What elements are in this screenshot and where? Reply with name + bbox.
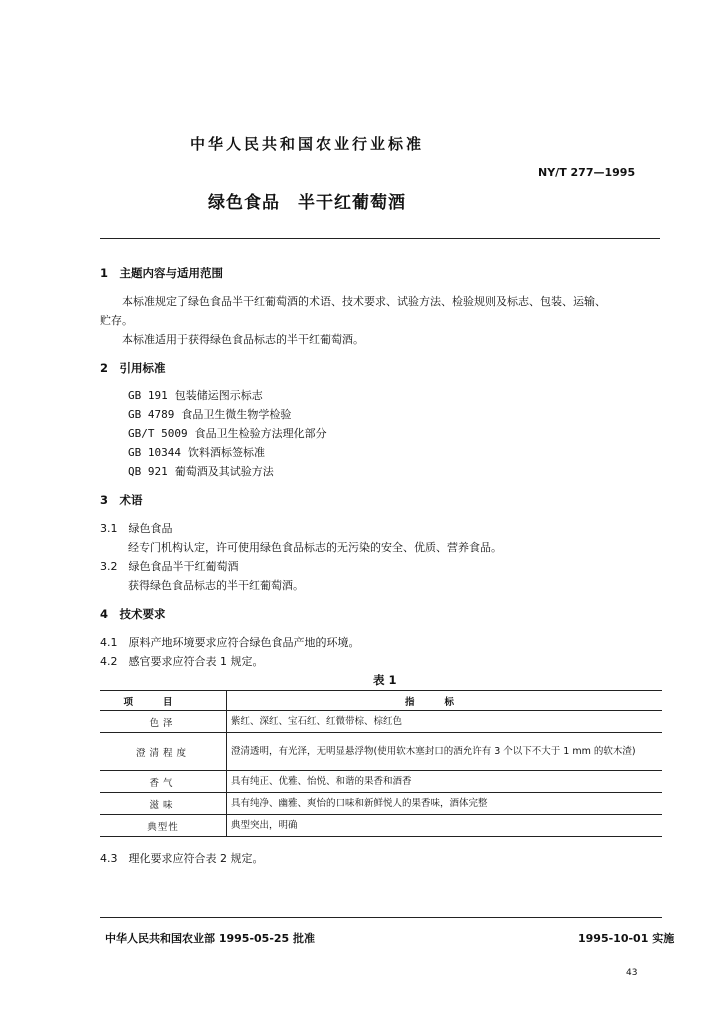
page-number: 43 xyxy=(626,968,638,978)
title-part-2: 半干红葡萄酒 xyxy=(298,193,406,213)
row-item: 香气 xyxy=(100,771,227,793)
column-header-item: 项目 xyxy=(100,691,227,711)
row-item: 典型性 xyxy=(100,815,227,837)
row-item: 滋味 xyxy=(100,793,227,815)
sensory-requirements-table xyxy=(100,690,662,837)
term-1-heading: 3.1 绿色食品 xyxy=(100,522,173,535)
row-spec: 具有纯正、优雅、怡悦、和谐的果香和酒香 xyxy=(231,776,412,787)
table-row xyxy=(100,815,662,837)
header-divider xyxy=(100,238,660,239)
reference-item: GB 10344 饮料酒标签标准 xyxy=(128,446,265,459)
table-row xyxy=(100,733,662,771)
reference-item: GB 191 包装储运图示标志 xyxy=(128,389,263,402)
column-header-spec: 指标 xyxy=(404,696,484,708)
requirement-4-3: 4.3 理化要求应符合表 2 规定。 xyxy=(100,852,264,865)
requirement-4-1: 4.1 原料产地环境要求应符合绿色食品产地的环境。 xyxy=(100,636,360,649)
term-2-definition: 获得绿色食品标志的半干红葡萄酒。 xyxy=(128,579,304,592)
row-item: 澄清程度 xyxy=(100,733,227,771)
term-1-definition: 经专门机构认定，许可使用绿色食品标志的无污染的安全、优质、营养食品。 xyxy=(128,541,502,554)
section-1-para-2: 本标准适用于获得绿色食品标志的半干红葡萄酒。 xyxy=(122,333,364,346)
section-1-heading: 1 主题内容与适用范围 xyxy=(100,266,224,280)
standard-code: NY/T 277—1995 xyxy=(538,166,636,179)
footer-divider xyxy=(100,917,662,918)
reference-item: QB 921 葡萄酒及其试验方法 xyxy=(128,465,274,478)
row-item: 色泽 xyxy=(100,711,227,733)
row-spec: 紫红、深红、宝石红、红微带棕、棕红色 xyxy=(231,716,403,727)
section-1-para-1-line-1: 本标准规定了绿色食品半干红葡萄酒的术语、技术要求、试验方法、检验规则及标志、包装、运输、 xyxy=(122,295,606,308)
table-row xyxy=(100,711,662,733)
section-1-para-1-line-2: 贮存。 xyxy=(100,314,133,327)
section-4-heading: 4 技术要求 xyxy=(100,607,166,621)
reference-item: GB 4789 食品卫生微生物学检验 xyxy=(128,408,292,421)
issuing-organization: 中华人民共和国农业行业标准 xyxy=(190,135,425,153)
row-spec: 澄清透明，有光泽，无明显悬浮物(使用软木塞封口的酒允许有 3 个以下不大于 1 mm 的软木渣) xyxy=(231,746,636,757)
section-2-heading: 2 引用标准 xyxy=(100,361,166,375)
term-2-heading: 3.2 绿色食品半干红葡萄酒 xyxy=(100,560,239,573)
row-spec: 典型突出，明确 xyxy=(231,820,298,831)
table-row xyxy=(100,793,662,815)
reference-item: GB/T 5009 食品卫生检验方法理化部分 xyxy=(128,427,327,440)
page-title xyxy=(208,188,406,213)
row-spec: 具有纯净、幽雅、爽怡的口味和新鲜悦人的果香味，酒体完整 xyxy=(231,798,488,809)
title-part-1: 绿色食品 xyxy=(208,193,280,213)
approval-line: 中华人民共和国农业部 1995-05-25 批准 xyxy=(105,932,316,945)
table-row xyxy=(100,771,662,793)
requirement-4-2: 4.2 感官要求应符合表 1 规定。 xyxy=(100,655,264,668)
effective-date: 1995-10-01 实施 xyxy=(578,932,675,945)
section-3-heading: 3 术语 xyxy=(100,493,143,507)
table-1-caption: 表 1 xyxy=(373,673,397,687)
